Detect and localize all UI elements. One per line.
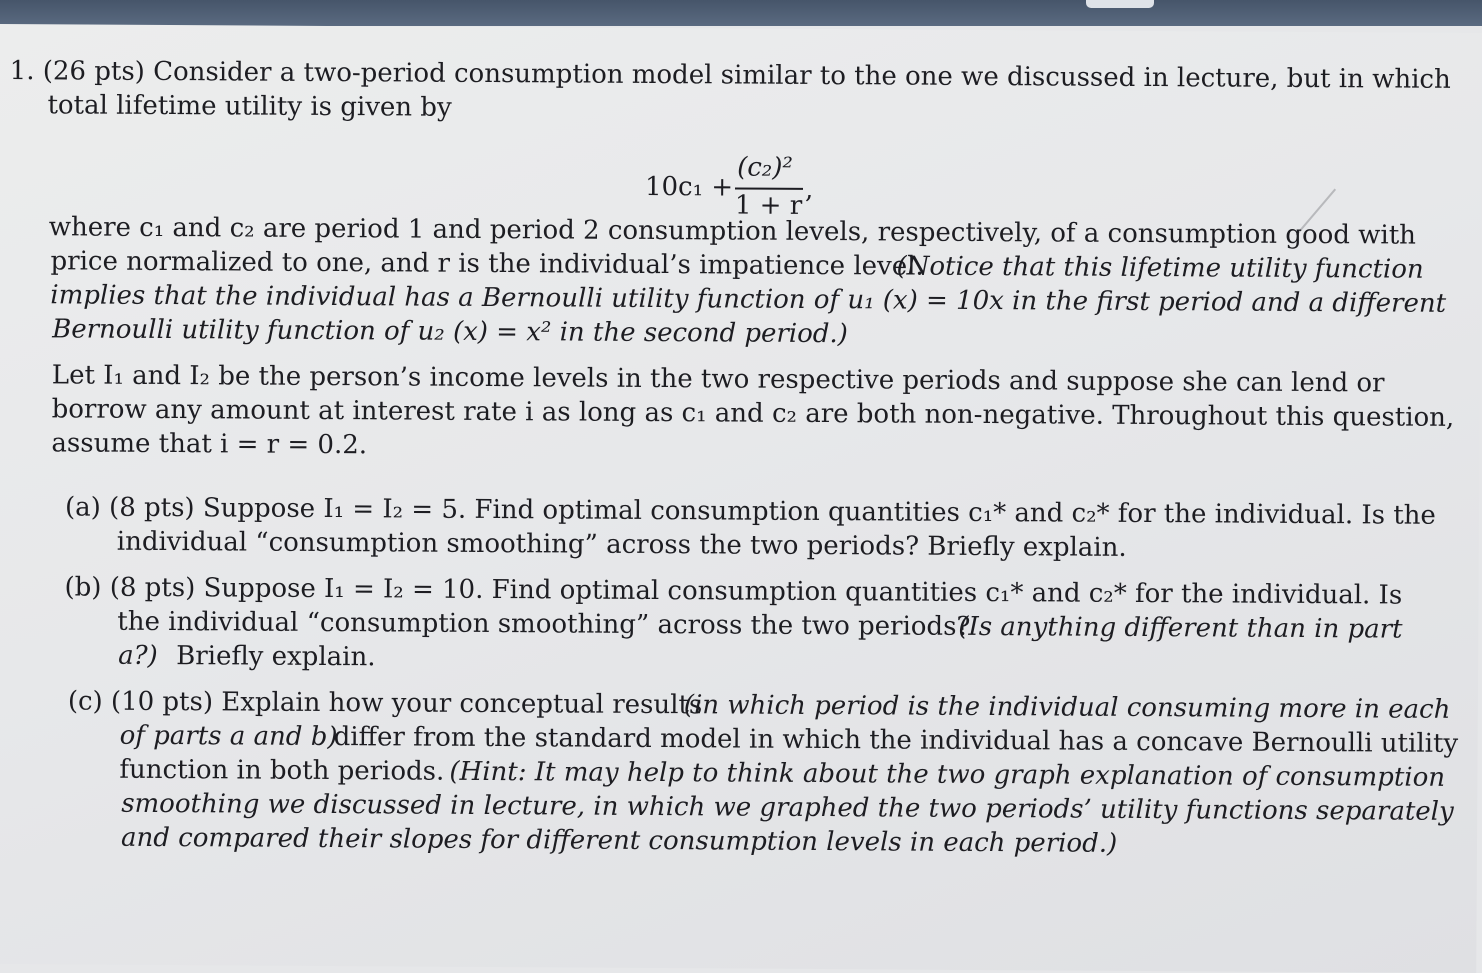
document-page	[0, 24, 1482, 973]
formula-left-term: 10c₁ +	[644, 171, 734, 203]
part-c-line: function in both periods.	[119, 754, 445, 787]
formula-denominator: 1 + r	[734, 190, 803, 221]
paragraph-line: assume that i = r = 0.2.	[51, 428, 368, 461]
part-b-italic: a?)	[118, 640, 158, 671]
part-c-italic: and compared their slopes for different consumption levels in each period.)	[120, 822, 1118, 859]
fraction-bar	[735, 187, 803, 189]
part-b-line: Briefly explain.	[176, 641, 376, 673]
part-b-line: the individual “consumption smoothing” across the two periods?	[117, 606, 971, 642]
window-tab	[1086, 0, 1154, 8]
part-a-line: (a) (8 pts) Suppose I₁ = I₂ = 5. Find optimal consumption quantities c₁* and c₂* for the individual. Is the	[64, 492, 1436, 531]
window-top-bar	[0, 0, 1482, 26]
paragraph-line: price normalized to one, and r is the individual’s impatience level.	[50, 246, 924, 282]
part-c-line: (c) (10 pts) Explain how your conceptual results	[67, 686, 703, 721]
paragraph-italic-line: implies that the individual has a Bernoulli utility function of u₁ (x) = 10x in the first period and a different	[50, 280, 1447, 319]
part-b-italic: (Is anything different than in part	[958, 611, 1403, 645]
paragraph-italic-line: (Notice that this lifetime utility function	[896, 251, 1424, 285]
problem-header-line: total lifetime utility is given by	[47, 90, 452, 123]
paragraph-italic-line: Bernoulli utility function of u₂ (x) = x² in the second period.)	[52, 314, 848, 350]
part-c-line: differ from the standard model in which the individual has a concave Bernoulli utility	[333, 722, 1459, 759]
part-c-italic: smoothing we discussed in lecture, in which we graphed the two periods’ utility functions separately	[121, 788, 1454, 827]
problem-header-line: 1. (26 pts) Consider a two-period consumption model similar to the one we discussed in lecture, but in which	[9, 56, 1451, 95]
paragraph-line: Let I₁ and I₂ be the person’s income levels in the two respective periods and suppose she can lend or	[51, 360, 1385, 399]
part-c-italic: of parts a and b)	[119, 720, 338, 753]
part-c-italic: (in which period is the individual consuming more in each	[683, 690, 1451, 725]
paragraph-line: borrow any amount at interest rate i as long as c₁ and c₂ are both non-negative. Throughout this question,	[51, 394, 1455, 433]
part-c-italic: (Hint: It may help to think about the two graph explanation of consumption	[449, 756, 1446, 793]
paragraph-line: where c₁ and c₂ are period 1 and period 2 consumption levels, respectively, of a consumption good with	[48, 212, 1417, 251]
part-b-line: (b) (8 pts) Suppose I₁ = I₂ = 10. Find optimal consumption quantities c₁* and c₂* for the individual. Is	[64, 572, 1403, 611]
formula-comma: ,	[804, 174, 814, 205]
part-a-line: individual “consumption smoothing” across the two periods? Briefly explain.	[116, 526, 1127, 563]
formula-numerator: (c₂)²	[737, 152, 793, 183]
